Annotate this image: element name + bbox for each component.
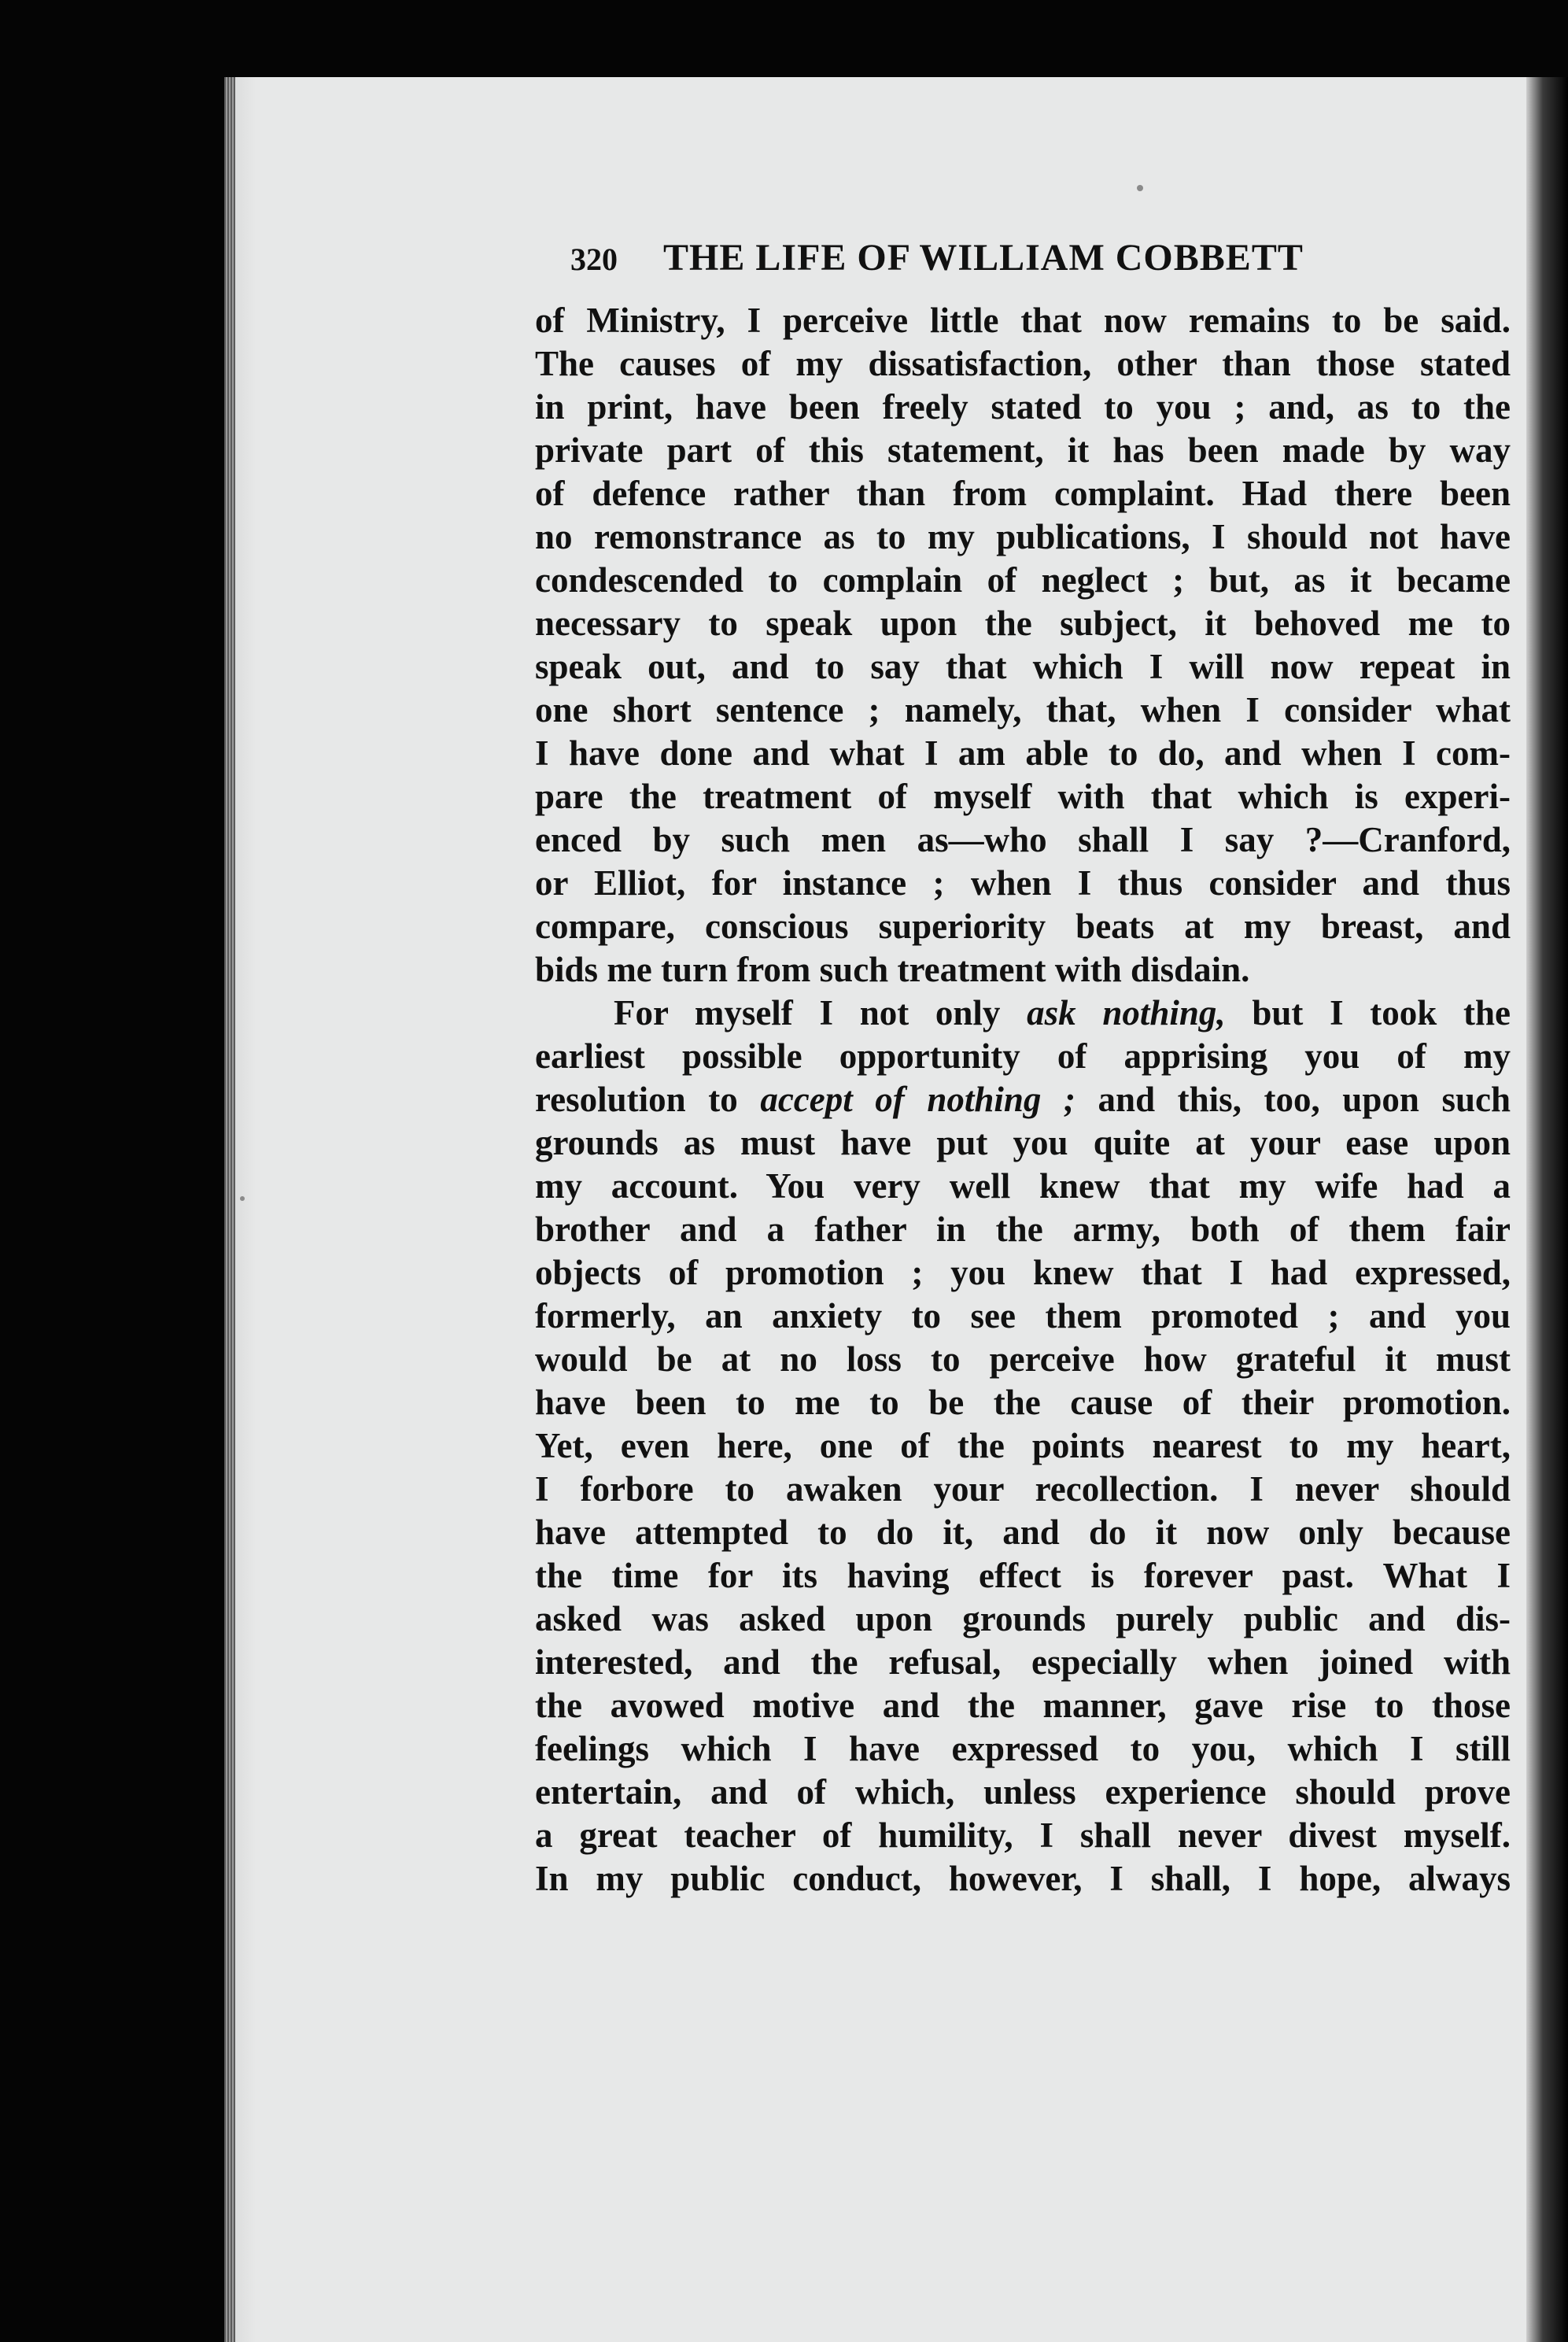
paper-speck (240, 1196, 245, 1201)
text-line: pare the treatment of myself with that which is experi- (535, 777, 1511, 816)
text-line: of Ministry, I perceive little that now remains to be said. (535, 301, 1511, 340)
text-line: enced by such men as—who shall I say ?—Cranford, (535, 820, 1511, 859)
body-text (535, 299, 1511, 1901)
text-line: necessary to speak upon the subject, it behoved me to (535, 604, 1511, 643)
text-line: have attempted to do it, and do it now only because (535, 1513, 1511, 1552)
text-line: formerly, an anxiety to see them promoted ; and you (535, 1296, 1511, 1335)
text-line: or Elliot, for instance ; when I thus consider and thus (535, 863, 1511, 903)
running-head (570, 236, 1404, 291)
text-line: of defence rather than from complaint. Had there been (535, 474, 1511, 513)
page-number: 320 (570, 242, 618, 277)
text-line (535, 992, 1511, 1035)
text-line: objects of promotion ; you knew that I had expressed, (535, 1253, 1511, 1292)
text-line: compare, conscious superiority beats at my breast, and (535, 907, 1511, 946)
text-line: entertain, and of which, unless experience should prove (535, 1772, 1511, 1812)
text-line: condescended to complain of neglect ; but, as it became (535, 560, 1511, 600)
text-line: asked was asked upon grounds purely public and dis- (535, 1599, 1511, 1638)
paragraph-2 (535, 992, 1511, 1901)
text-line: private part of this statement, it has been made by way (535, 430, 1511, 470)
text-line: speak out, and to say that which I will now repeat in (535, 647, 1511, 686)
text-line: earliest possible opportunity of apprising you of my (535, 1036, 1511, 1076)
text-line: bids me turn from such treatment with disdain. (535, 950, 1250, 989)
italic-phrase: ask nothing, (1027, 993, 1226, 1032)
text-line (535, 1078, 1511, 1121)
text-line: in print, have been freely stated to you ; and, as to the (535, 387, 1511, 427)
page-right-shadow (1526, 77, 1568, 2342)
text-segment: For myself I not only (614, 993, 1028, 1032)
text-line: grounds as must have put you quite at your ease upon (535, 1123, 1511, 1162)
text-line: feelings which I have expressed to you, which I still (535, 1729, 1511, 1768)
text-line: I have done and what I am able to do, and when I com- (535, 733, 1511, 773)
text-line: the time for its having effect is forever past. What I (535, 1556, 1511, 1595)
text-line: In my public conduct, however, I shall, I hope, always (535, 1859, 1511, 1898)
text-line: one short sentence ; namely, that, when I consider what (535, 690, 1511, 730)
text-line: Yet, even here, one of the points nearest to my heart, (535, 1426, 1511, 1465)
text-line: the avowed motive and the manner, gave rise to those (535, 1686, 1511, 1725)
text-line: no remonstrance as to my publications, I should not have (535, 517, 1511, 556)
text-line: have been to me to be the cause of their promotion. (535, 1383, 1511, 1422)
text-segment: resolution to (535, 1080, 761, 1119)
text-segment: and this, too, upon such (1075, 1080, 1511, 1119)
text-line: brother and a father in the army, both of them fair (535, 1210, 1511, 1249)
book-title-header: THE LIFE OF WILLIAM COBBETT (663, 237, 1304, 279)
paragraph-1 (535, 299, 1511, 992)
italic-phrase: accept of nothing ; (760, 1080, 1075, 1119)
text-line: would be at no loss to perceive how grateful it must (535, 1339, 1511, 1379)
text-line: The causes of my dissatisfaction, other than those stated (535, 344, 1511, 383)
paper-speck (1137, 185, 1143, 191)
text-segment: but I took the (1225, 993, 1511, 1032)
text-line: interested, and the refusal, especially when joined with (535, 1642, 1511, 1682)
page-binding-edge (224, 77, 235, 2342)
text-line: I forbore to awaken your recollection. I never should (535, 1469, 1511, 1509)
text-line: my account. You very well knew that my wife had a (535, 1166, 1511, 1206)
text-line: a great teacher of humility, I shall never divest myself. (535, 1816, 1511, 1855)
